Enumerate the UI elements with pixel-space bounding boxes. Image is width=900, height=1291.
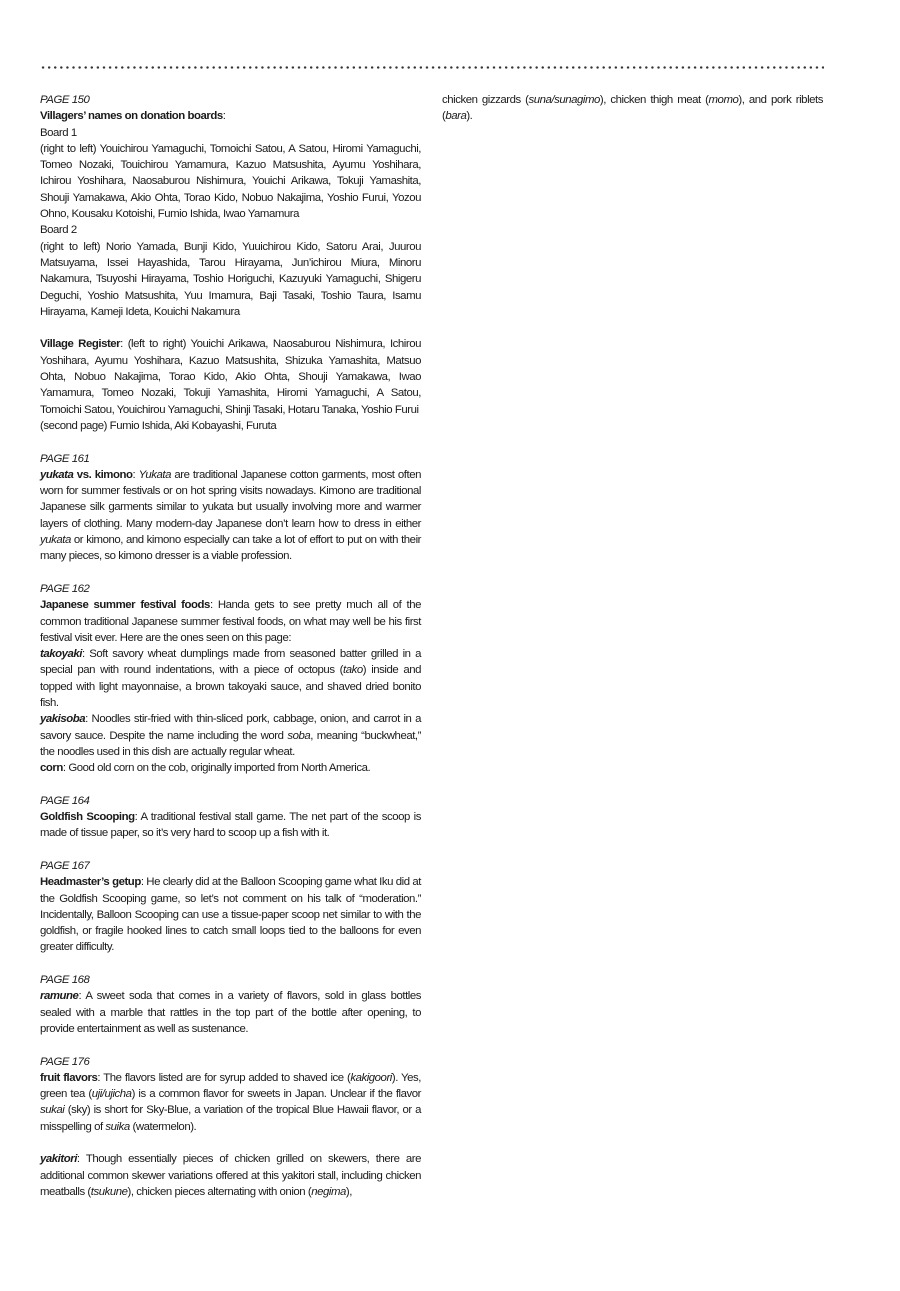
board-2-names: (right to left) Norio Yamada, Bunji Kido, Yuuichirou Kido, Satoru Arai, Juurou Matsuyama, Issei Hayashida, Tarou Hirayama, Jun’ichirou Miura, Minoru Nakamura, Tsuyoshi Hirayama, Toshio Horiguchi, Kazuyuki Yamaguchi, Shigeru Deguchi, Yoshio Matsushita, Yuu Imamura, Baji Tasaki, Toshio Taura, Isamu Hirayama, Kameji Ideta, Kouichi Nakamura <box>40 240 421 318</box>
page-heading-176: PAGE 176 <box>40 1055 90 1068</box>
note-yakitori: yakitori: Though essentially pieces of chicken grilled on skewers, there are additional common skewer variations offered at this yakitori stall, including chicken meatballs (tsukune), chicken pieces alternating with onion (negima), <box>40 1153 421 1198</box>
note-goldfish-scooping: Goldfish Scooping: A traditional festival stall game. The net part of the scoop is made of tissue paper, so it’s very hard to scoop up a fish with it. <box>40 811 421 840</box>
note-yakitori-continued: chicken gizzards (suna/sunagimo), chicken thigh meat (momo), and pork riblets (bara). <box>442 94 823 123</box>
note-term: Village Register <box>40 338 121 351</box>
note-headmaster-getup: Headmaster’s getup: He clearly did at the Balloon Scooping game what Iku did at the Goldfish Scooping game, so let’s not comment on his talk of “moderation.” Incidentally, Balloon Scooping can use a tissue-paper scoop net similar to with the goldfish, or fragile hooked lines to catch small loops tied to the balloons for even greater difficulty. <box>40 876 421 954</box>
note-takoyaki: takoyaki: Soft savory wheat dumplings made from seasoned batter grilled in a special pan with round indentations, with a piece of octopus (tako) inside and topped with light mayonnaise, a brown takoyaki sauce, and shaved dried bonito fish. <box>40 648 421 709</box>
page-heading-167: PAGE 167 <box>40 859 90 872</box>
note-village-register: Village Register: (left to right) Youichi Arikawa, Naosaburou Nishimura, Ichirou Yoshihara, Ayumu Yoshihara, Kazuo Matsushita, Shizuka Yamashita, Matsuo Ohta, Nobuo Nakajima, Torao Kido, Akio Ohta, Shouji Yamakawa, Iwao Yamamura, Tomeo Nozaki, Tokuji Yamashita, Hiromi Yamaguchi, A Satou, Tomoichi Satou, Youichirou Yamaguchi, Shinji Tasaki, Hotaru Tanaka, Yoshio Furui <box>40 338 421 416</box>
note-yukata: yukata vs. kimono: Yukata are traditional Japanese cotton garments, most often worn for summer festivals or on hot spring visits nowadays. Kimono are traditional Japanese silk garments similar to yukata but usually involving more and warmer layers of clothing. Many modern-day Japanese don’t learn how to dress in either yukata or kimono, and kimono especially can take a lot of effort to put on with their many pieces, so kimono dresser is a viable profession. <box>40 468 422 563</box>
board-1-names: (right to left) Youichirou Yamaguchi, Tomoichi Satou, A Satou, Hiromi Yamaguchi, Tomeo Nozaki, Touichirou Yamamura, Kazuo Matsushita, Ayumu Yoshihara, Ichirou Yoshihara, Naosaburou Nishimura, Youichi Arikawa, Tokuji Yamashita, Shouji Yamakawa, Akio Ohta, Torao Kido, Nobuo Nakajima, Yoshio Furui, Yozou Ohno, Kousaku Kotoishi, Fumio Ishida, Iwao Yamamura <box>40 142 421 221</box>
note-term: Villagers’ names on donation boards <box>40 110 223 123</box>
board-2-label: Board 2 <box>40 224 77 237</box>
page-heading-168: PAGE 168 <box>40 974 90 987</box>
note-yakisoba: yakisoba: Noodles stir-fried with thin-sliced pork, cabbage, onion, and carrot in a savory sauce. Despite the name including the word soba, meaning “buckwheat,” the noodles used in this dish are actually regular wheat. <box>40 713 421 758</box>
note-donation-boards: Villagers’ names on donation boards: <box>40 110 226 123</box>
note-ramune: ramune: A sweet soda that comes in a variety of flavors, sold in glass bottles sealed with a marble that rattles in the top part of the bottle after opening, to provide entertainment as well as sustenance. <box>40 990 421 1035</box>
page-heading-164: PAGE 164 <box>40 794 90 807</box>
note-festival-foods: Japanese summer festival foods: Handa gets to see pretty much all of the common traditional Japanese summer festival foods, on what may well be his first festival visit ever. Here are the ones seen on this page: <box>40 599 422 644</box>
page-heading-161: PAGE 161 <box>40 452 90 465</box>
page-heading-162: PAGE 162 <box>40 582 90 595</box>
notes-column-left <box>40 92 421 1200</box>
dotted-divider <box>40 66 824 69</box>
board-1-label: Board 1 <box>40 126 77 139</box>
notes-column-right <box>442 92 823 125</box>
note-corn: corn: Good old corn on the cob, originally imported from North America. <box>40 762 371 775</box>
page-heading-150: PAGE 150 <box>40 94 90 106</box>
note-fruit-flavors: fruit flavors: The flavors listed are for syrup added to shaved ice (kakigoori). Yes, green tea (uji/ujicha) is a common flavor for sweets in Japan. Unclear if the flavor sukai (sky) is short for Sky-Blue, a variation of the tropical Blue Hawaii flavor, or a misspelling of suika (watermelon). <box>40 1071 421 1133</box>
register-second-page: (second page) Fumio Ishida, Aki Kobayashi, Furuta <box>40 419 277 432</box>
